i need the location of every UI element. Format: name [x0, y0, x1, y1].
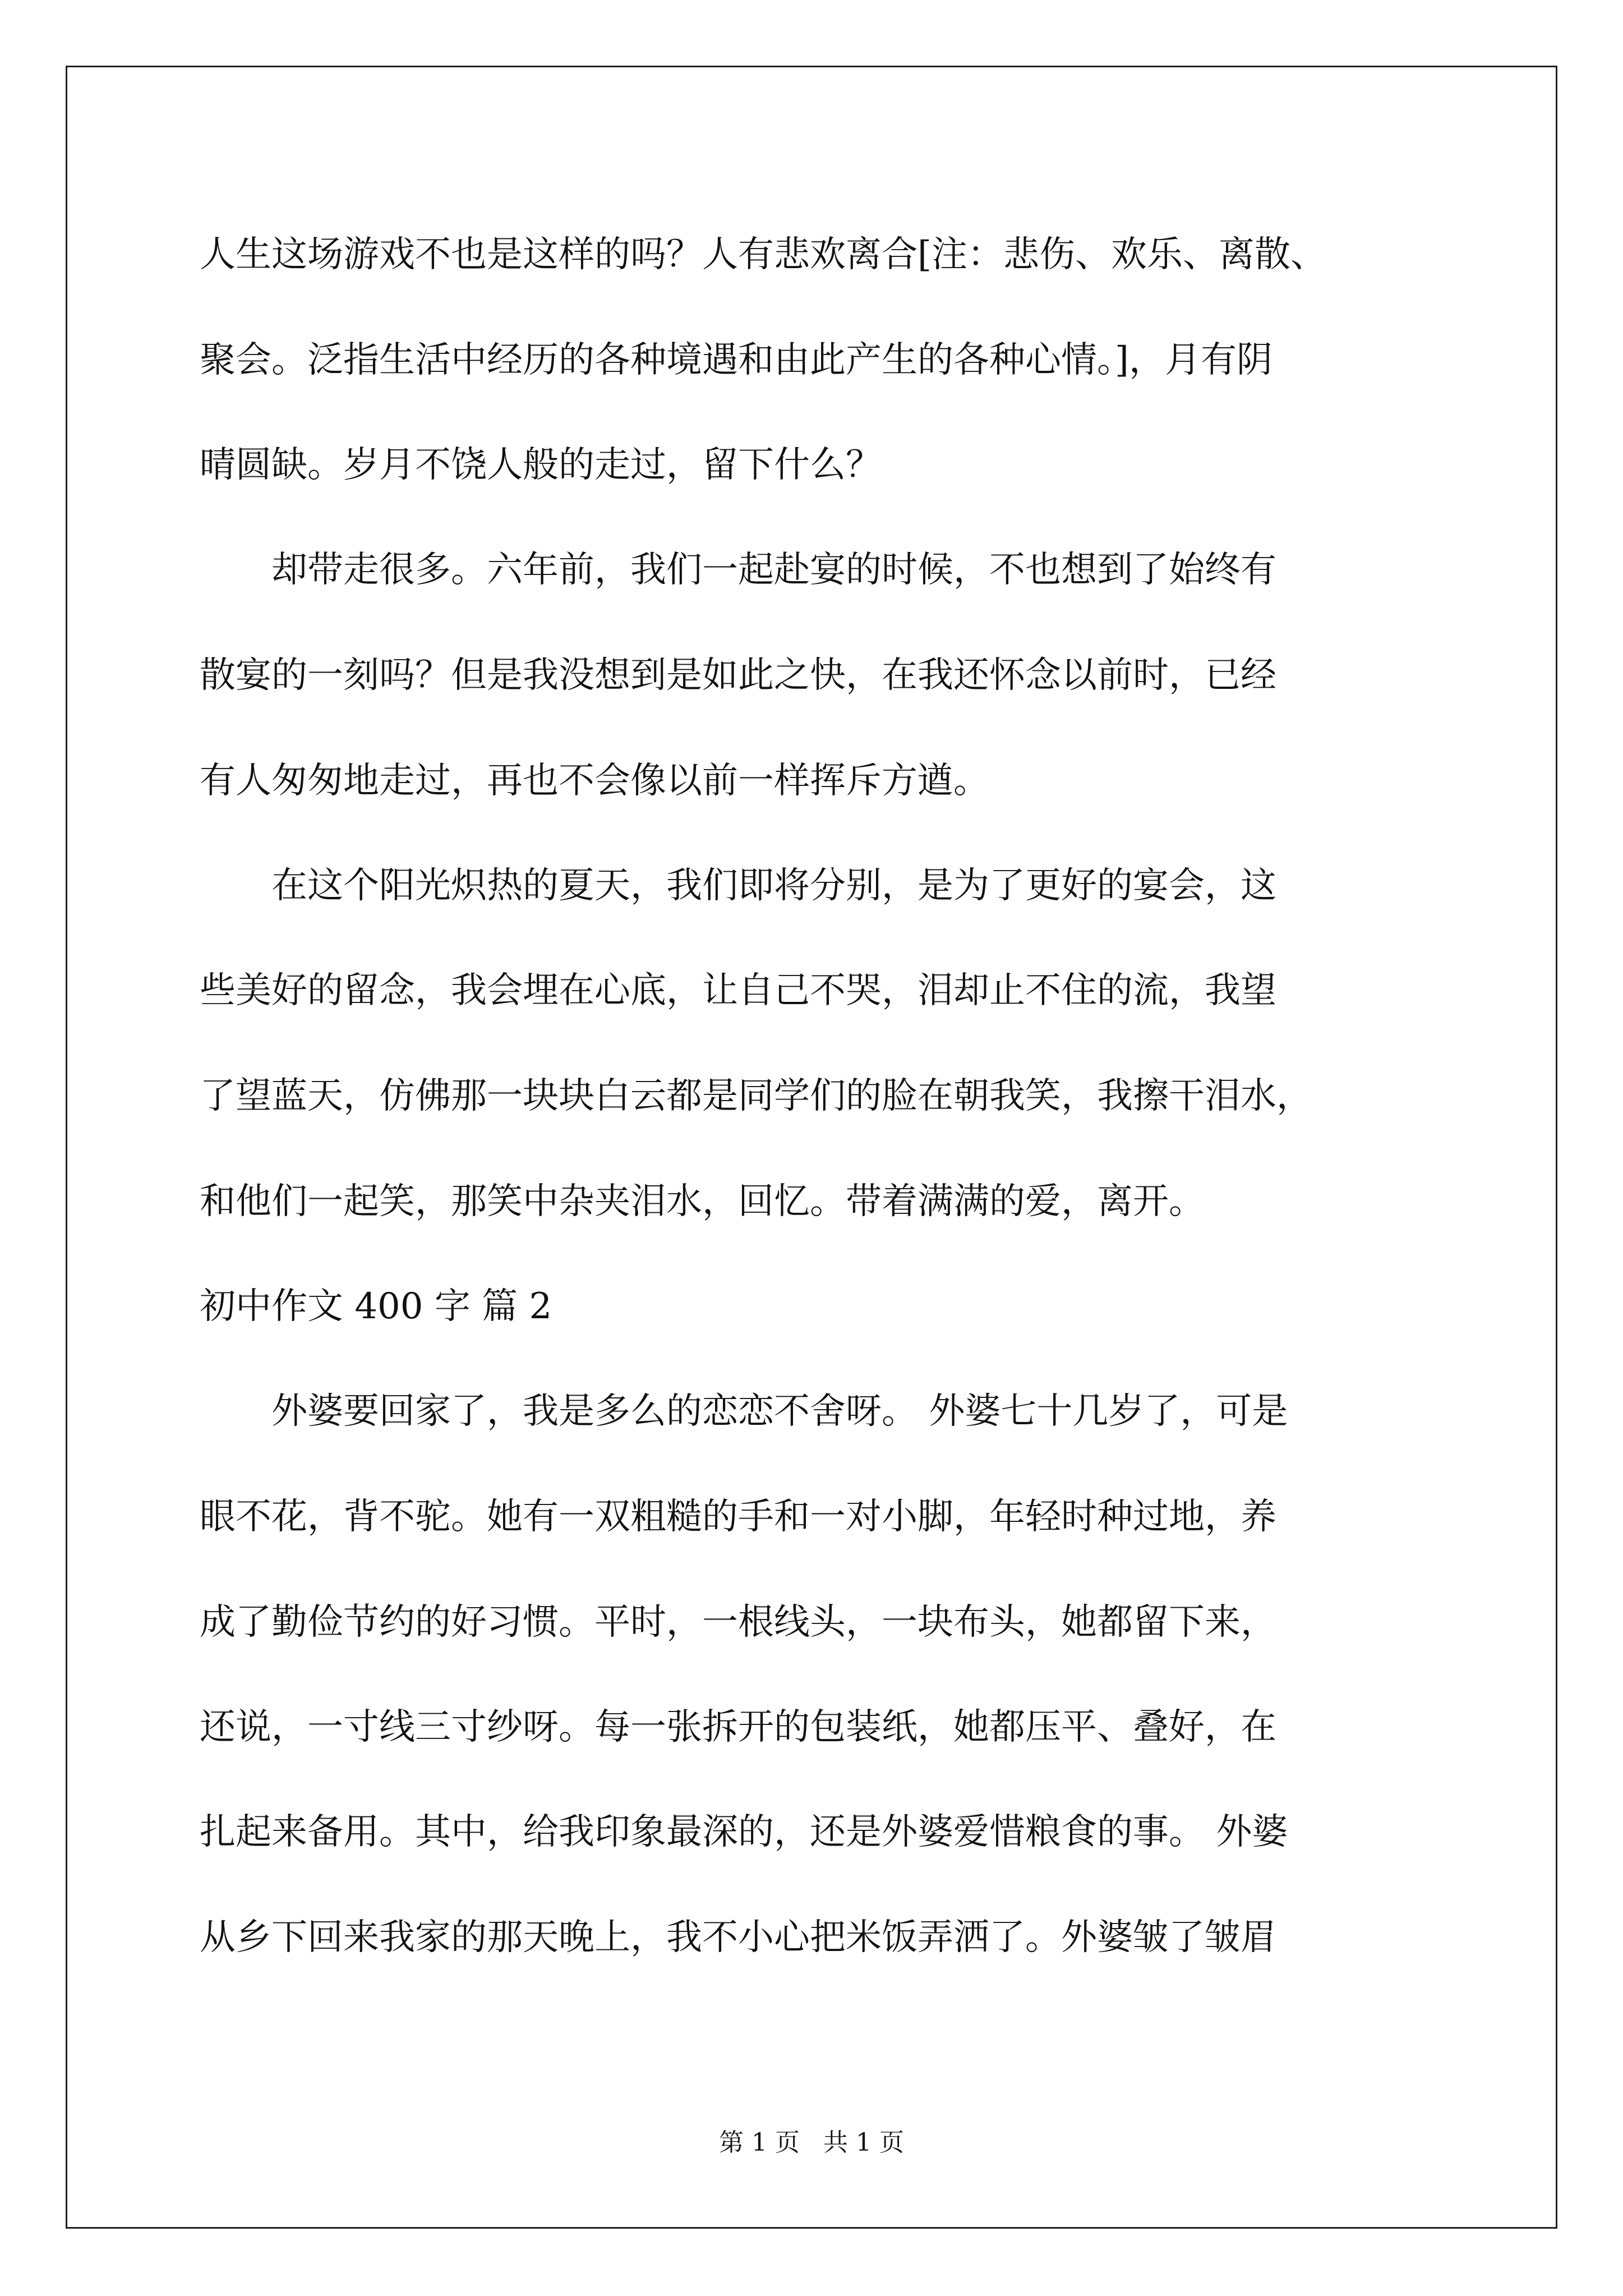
text-line: 聚会。泛指生活中经历的各种境遇和由此产生的各种心情。]，月有阴: [200, 339, 1272, 381]
text-line: 扎起来备用。其中，给我印象最深的，还是外婆爱惜粮食的事。 外婆: [200, 1811, 1288, 1853]
page-number-footer: 第 1 页 共 1 页: [719, 2128, 904, 2157]
page-border: [66, 66, 1557, 2229]
text-line: 从乡下回来我家的那天晚上，我不小心把米饭弄洒了。外婆皱了皱眉: [200, 1917, 1276, 1958]
text-line: 散宴的一刻吗？但是我没想到是如此之快，在我还怀念以前时，已经: [200, 655, 1276, 696]
text-line: 成了勤俭节约的好习惯。平时，一根线头，一块布头，她都留下来，: [200, 1602, 1276, 1643]
text-line: 些美好的留念，我会埋在心底，让自己不哭，泪却止不住的流，我望: [200, 970, 1276, 1011]
text-line: 外婆要回家了，我是多么的恋恋不舍呀。 外婆七十几岁了，可是: [200, 1391, 1288, 1432]
text-line: 晴圆缺。岁月不饶人般的走过，留下什么？: [200, 444, 882, 486]
text-line: 了望蓝天，仿佛那一块块白云都是同学们的脸在朝我笑，我擦干泪水，: [200, 1075, 1312, 1117]
text-line: 有人匆匆地走过，再也不会像以前一样挥斥方遒。: [200, 760, 989, 802]
text-line: 还说，一寸线三寸纱呀。每一张拆开的包装纸，她都压平、叠好，在: [200, 1706, 1276, 1748]
text-line: 人生这场游戏不也是这样的吗？人有悲欢离合[注：悲伤、欢乐、离散、: [200, 234, 1326, 275]
text-line: 在这个阳光炽热的夏天，我们即将分别，是为了更好的宴会，这: [200, 865, 1276, 907]
section-heading: 初中作文 400 字 篇 2: [200, 1286, 552, 1327]
text-line: 眼不花，背不驼。她有一双粗糙的手和一对小脚，年轻时种过地，养: [200, 1496, 1276, 1538]
text-line: 和他们一起笑，那笑中杂夹泪水，回忆。带着满满的爱，离开。: [200, 1181, 1205, 1222]
text-line: 却带走很多。六年前，我们一起赴宴的时候，不也想到了始终有: [200, 549, 1276, 591]
